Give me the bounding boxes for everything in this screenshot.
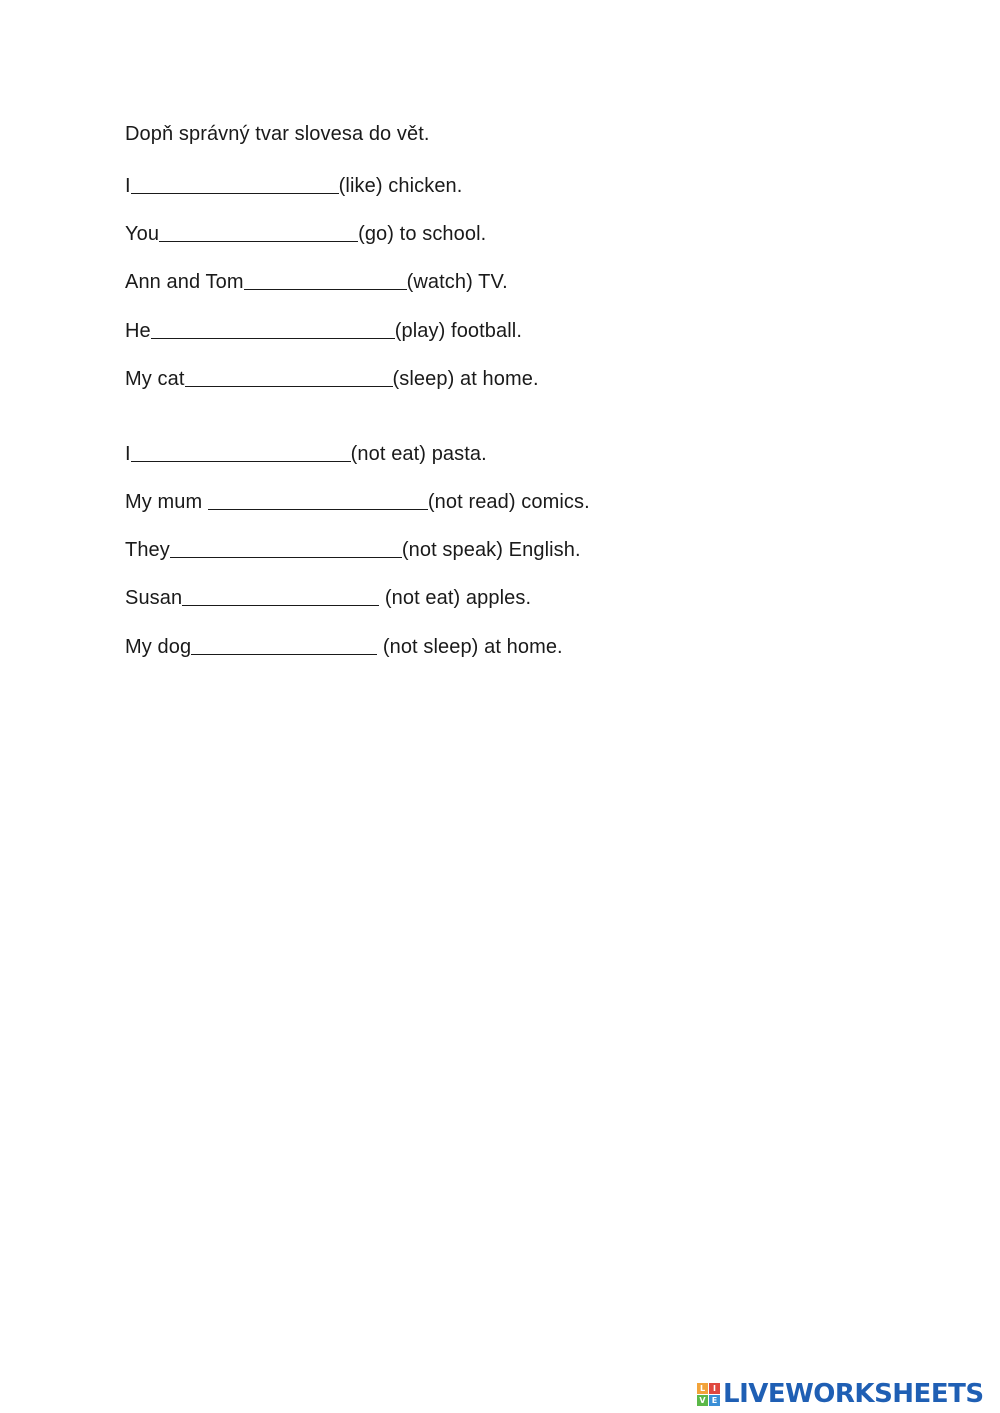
exercise-subject: You <box>125 223 160 245</box>
exercise-line-1 <box>125 171 462 198</box>
exercise-line-4 <box>125 316 522 343</box>
instruction-text: Dopň správný tvar slovesa do vět. <box>125 123 430 145</box>
logo-text: LIVEWORKSHEETS <box>723 1379 984 1409</box>
exercise-subject: Susan <box>125 587 183 609</box>
exercise-line-5 <box>125 364 539 391</box>
answer-blank-9[interactable] <box>182 585 379 606</box>
exercise-line-10 <box>125 632 563 659</box>
logo-tile-v: V <box>697 1395 708 1406</box>
logo-tile-i: I <box>709 1383 720 1394</box>
exercise-line-8 <box>125 535 581 562</box>
answer-blank-10[interactable] <box>191 634 377 655</box>
exercise-subject: They <box>125 539 170 561</box>
exercise-subject: My mum <box>125 491 208 513</box>
exercise-line-7 <box>125 487 590 514</box>
exercise-verb-hint: (not sleep) at home. <box>377 636 563 658</box>
exercise-verb-hint: (play) football. <box>394 320 522 342</box>
logo-tile-l: L <box>697 1383 708 1394</box>
answer-blank-4[interactable] <box>151 318 395 339</box>
exercise-subject: He <box>125 320 151 342</box>
worksheet <box>125 0 945 700</box>
exercise-line-2 <box>125 219 486 246</box>
exercise-verb-hint: (not eat) apples. <box>379 587 532 609</box>
exercise-subject: Ann and Tom <box>125 271 244 293</box>
exercise-verb-hint: (watch) TV. <box>406 271 508 293</box>
exercise-line-3 <box>125 267 508 294</box>
answer-blank-5[interactable] <box>185 366 393 387</box>
exercise-subject: My cat <box>125 368 185 390</box>
answer-blank-7[interactable] <box>208 489 428 510</box>
answer-blank-2[interactable] <box>159 221 358 242</box>
answer-blank-6[interactable] <box>131 441 351 462</box>
exercise-verb-hint: (not eat) pasta. <box>350 443 487 465</box>
exercise-subject: My dog <box>125 636 192 658</box>
liveworksheets-logo <box>697 1378 984 1410</box>
answer-blank-3[interactable] <box>244 269 407 290</box>
exercise-verb-hint: (not speak) English. <box>401 539 581 561</box>
exercise-verb-hint: (not read) comics. <box>427 491 590 513</box>
logo-tile-e: E <box>709 1395 720 1406</box>
liveworksheets-logo-icon <box>697 1383 720 1406</box>
exercise-verb-hint: (like) chicken. <box>338 175 463 197</box>
exercise-line-6 <box>125 439 487 466</box>
exercise-subject: I <box>125 443 131 465</box>
answer-blank-8[interactable] <box>170 537 402 558</box>
exercise-line-9 <box>125 583 531 610</box>
exercise-subject: I <box>125 175 131 197</box>
exercise-verb-hint: (sleep) at home. <box>392 368 539 390</box>
answer-blank-1[interactable] <box>131 173 339 194</box>
exercise-verb-hint: (go) to school. <box>358 223 487 245</box>
